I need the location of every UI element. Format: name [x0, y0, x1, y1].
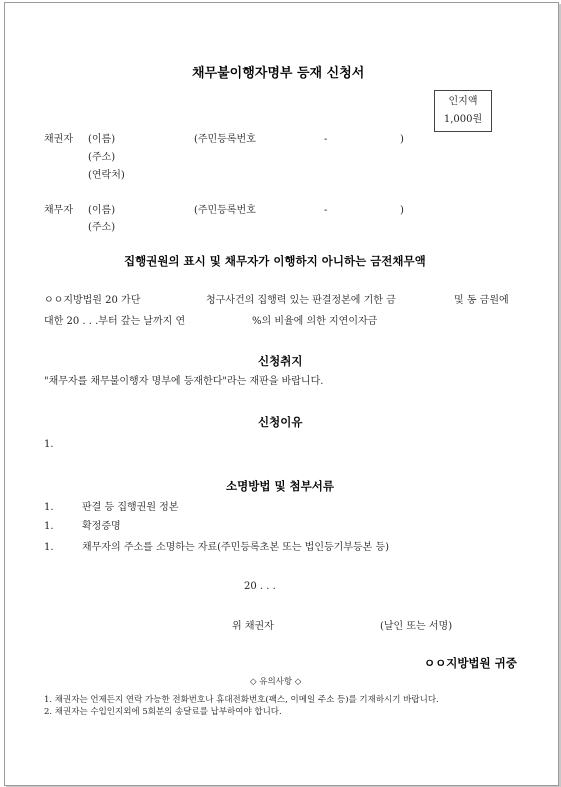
- section-title-evidence: 소명방법 및 첨부서류: [226, 479, 334, 493]
- section-title-reason: 신청이유: [258, 415, 303, 429]
- purpose-text: "채무자를 채무불이행자 명부에 등재한다"라는 재판을 바랍니다.: [44, 376, 324, 387]
- note-item-1: 1. 채권자는 언제든지 연락 가능한 전화번호나 휴대전화번호(팩스, 이메일 주소 등)를 기재하시기 바랍니다.: [44, 695, 439, 705]
- execution-line1-c: 및 동 금원에: [454, 295, 509, 306]
- debtor-id-label: (주민등록번호: [194, 205, 256, 216]
- reason-item-number: 1.: [44, 439, 54, 450]
- stamp-label: 인지액: [448, 96, 478, 107]
- evidence-item-1-text: 판결 등 집행권원 정본: [82, 502, 179, 513]
- creditor-contact-label: (연락처): [88, 170, 125, 181]
- debtor-id-dash: -: [324, 205, 328, 216]
- stamp-box: [434, 90, 492, 132]
- creditor-id-dash: -: [324, 134, 328, 145]
- court-name: ㅇㅇ지방법원 귀중: [424, 656, 517, 670]
- evidence-item-3-number: 1.: [44, 542, 54, 553]
- creditor-address-label: (주소): [88, 152, 116, 163]
- creditor-name-label: (이름): [88, 134, 116, 145]
- notes-title: ◇ 유의사항 ◇: [250, 677, 302, 687]
- execution-line2-a: 대한 20 . . .부터 갚는 날까지 연: [44, 316, 186, 327]
- execution-line2-b: %의 비율에 의한 지연이자금: [252, 316, 378, 327]
- execution-line1-a: ㅇㅇ지방법원 20 가단: [44, 295, 141, 306]
- date-line: 20 . . .: [244, 581, 276, 592]
- debtor-address-label: (주소): [88, 222, 116, 233]
- stamp-amount: 1,000원: [443, 114, 483, 125]
- debtor-role: 채무자: [44, 205, 73, 216]
- creditor-id-close: ): [400, 134, 404, 145]
- execution-line1-b: 청구사건의 집행력 있는 판결정본에 기한 금: [206, 295, 396, 306]
- evidence-item-3-text: 채무자의 주소를 소명하는 자료(주민등록초본 또는 법인등기부등본 등): [82, 542, 390, 553]
- debtor-name-label: (이름): [88, 205, 116, 216]
- document-title: 채무불이행자명부 등재 신청서: [192, 66, 365, 81]
- evidence-item-2-number: 1.: [44, 521, 54, 532]
- evidence-item-2-text: 확정증명: [82, 521, 121, 532]
- section-title-purpose: 신청취지: [258, 354, 303, 368]
- section-title-execution: 집행권원의 표시 및 채무자가 이행하지 아니하는 금전채무액: [124, 254, 426, 268]
- debtor-id-close: ): [400, 205, 404, 216]
- creditor-id-label: (주민등록번호: [194, 134, 256, 145]
- creditor-role: 채권자: [44, 134, 73, 145]
- evidence-item-1-number: 1.: [44, 502, 54, 513]
- signature-note: (날인 또는 서명): [380, 621, 453, 632]
- note-item-2: 2. 채권자는 수입인지외에 5회분의 송달료를 납부하여야 합니다.: [44, 707, 282, 717]
- signature-label: 위 채권자: [232, 621, 274, 632]
